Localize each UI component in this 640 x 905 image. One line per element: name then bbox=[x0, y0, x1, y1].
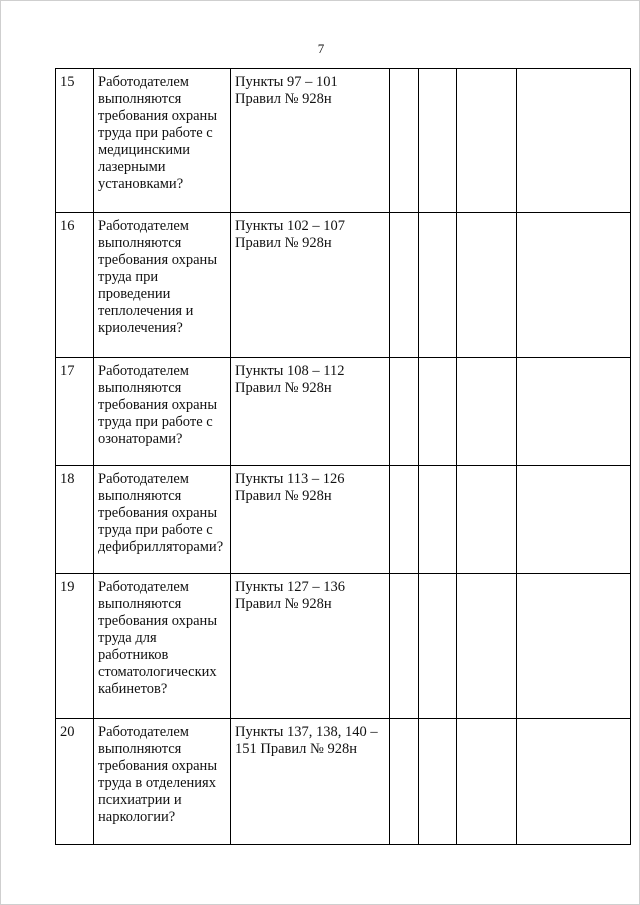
table-row bbox=[56, 69, 631, 213]
table-row bbox=[56, 213, 631, 358]
answer-na-cell[interactable] bbox=[457, 719, 517, 845]
table-row bbox=[56, 719, 631, 845]
answer-na-cell[interactable] bbox=[457, 213, 517, 358]
answer-no-cell[interactable] bbox=[419, 719, 457, 845]
requirement-question: Работодателем выполняются требования охраны труда при работе с дефибрилляторами? bbox=[94, 466, 231, 574]
row-number: 20 bbox=[56, 719, 94, 845]
answer-yes-cell[interactable] bbox=[390, 719, 419, 845]
regulation-reference: Пункты 113 – 126 Правил № 928н bbox=[231, 466, 390, 574]
row-number: 17 bbox=[56, 358, 94, 466]
answer-yes-cell[interactable] bbox=[390, 213, 419, 358]
notes-cell[interactable] bbox=[517, 69, 631, 213]
answer-na-cell[interactable] bbox=[457, 69, 517, 213]
table-row bbox=[56, 466, 631, 574]
answer-na-cell[interactable] bbox=[457, 466, 517, 574]
regulation-reference: Пункты 97 – 101 Правил № 928н bbox=[231, 69, 390, 213]
table-row bbox=[56, 574, 631, 719]
requirement-question: Работодателем выполняются требования охраны труда при работе с медицинскими лазерными установками? bbox=[94, 69, 231, 213]
row-number: 19 bbox=[56, 574, 94, 719]
notes-cell[interactable] bbox=[517, 574, 631, 719]
requirement-question: Работодателем выполняются требования охраны труда при проведении теплолечения и криолечения? bbox=[94, 213, 231, 358]
regulation-reference: Пункты 137, 138, 140 – 151 Правил № 928н bbox=[231, 719, 390, 845]
table-row bbox=[56, 358, 631, 466]
answer-no-cell[interactable] bbox=[419, 574, 457, 719]
answer-yes-cell[interactable] bbox=[390, 574, 419, 719]
checklist-table bbox=[55, 68, 631, 845]
answer-yes-cell[interactable] bbox=[390, 69, 419, 213]
row-number: 16 bbox=[56, 213, 94, 358]
answer-yes-cell[interactable] bbox=[390, 358, 419, 466]
row-number: 15 bbox=[56, 69, 94, 213]
answer-na-cell[interactable] bbox=[457, 574, 517, 719]
regulation-reference: Пункты 102 – 107 Правил № 928н bbox=[231, 213, 390, 358]
answer-no-cell[interactable] bbox=[419, 358, 457, 466]
answer-no-cell[interactable] bbox=[419, 69, 457, 213]
answer-no-cell[interactable] bbox=[419, 213, 457, 358]
regulation-reference: Пункты 108 – 112 Правил № 928н bbox=[231, 358, 390, 466]
answer-na-cell[interactable] bbox=[457, 358, 517, 466]
row-number: 18 bbox=[56, 466, 94, 574]
requirement-question: Работодателем выполняются требования охраны труда при работе с озонаторами? bbox=[94, 358, 231, 466]
notes-cell[interactable] bbox=[517, 466, 631, 574]
answer-no-cell[interactable] bbox=[419, 466, 457, 574]
notes-cell[interactable] bbox=[517, 719, 631, 845]
requirement-question: Работодателем выполняются требования охраны труда для работников стоматологических кабинетов? bbox=[94, 574, 231, 719]
page-number: 7 bbox=[317, 41, 325, 56]
notes-cell[interactable] bbox=[517, 213, 631, 358]
regulation-reference: Пункты 127 – 136 Правил № 928н bbox=[231, 574, 390, 719]
notes-cell[interactable] bbox=[517, 358, 631, 466]
requirement-question: Работодателем выполняются требования охраны труда в отделениях психиатрии и наркологии? bbox=[94, 719, 231, 845]
answer-yes-cell[interactable] bbox=[390, 466, 419, 574]
